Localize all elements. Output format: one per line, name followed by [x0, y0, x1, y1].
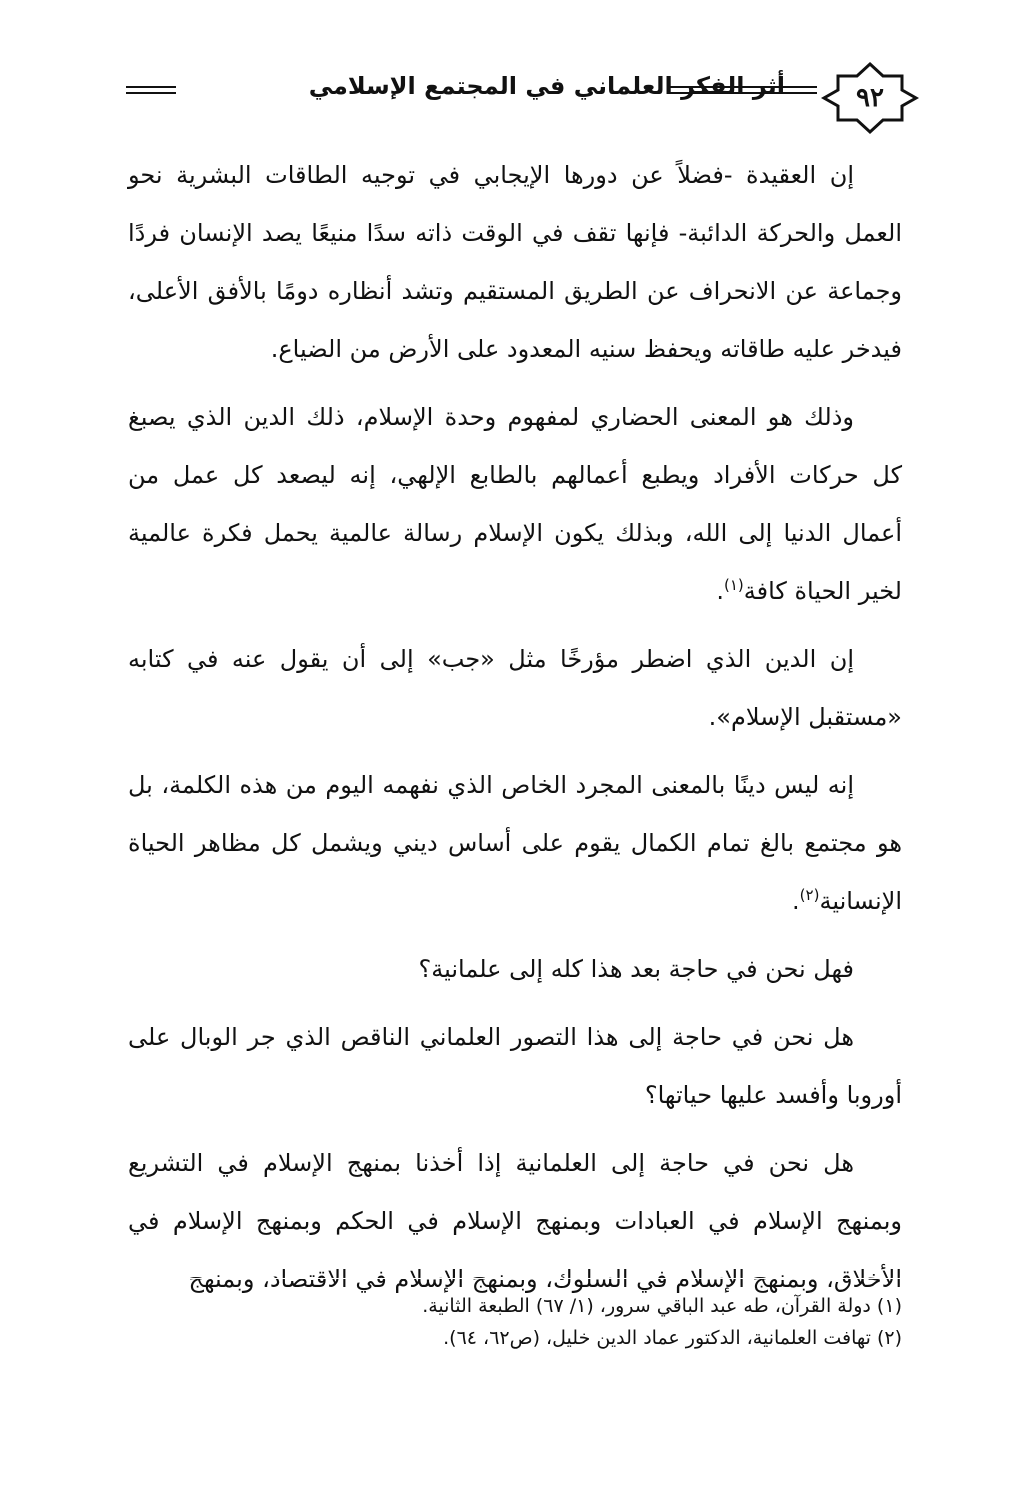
footnote: (٢) تهافت العلمانية، الدكتور عماد الدين خليل، (ص٦٢، ٦٤). — [443, 1327, 902, 1349]
footnotes — [122, 1290, 902, 1354]
paragraph: فهل نحن في حاجة بعد هذا كله إلى علمانية؟ — [418, 955, 854, 983]
paragraph: هل نحن في حاجة إلى هذا التصور العلماني الناقص الذي جر الوبال على أوروبا وأفسد عليها حياتها؟ — [128, 1023, 902, 1109]
footnote-ref[interactable]: (١) — [723, 576, 744, 594]
paragraph: إنه ليس دينًا بالمعنى المجرد الخاص الذي نفهمه اليوم من هذه الكلمة، بل هو مجتمع بالغ تمام الكمال يقوم على أساس ديني ويشمل كل مظاهر الحياة الإنسانية$^{(٢)}$. — [128, 771, 902, 915]
footnote-separator — [122, 1278, 902, 1279]
paragraph: وذلك هو المعنى الحضاري لمفهوم وحدة الإسلام، ذلك الدين الذي يصبغ كل حركات الأفراد ويطبع أعمالهم بالطابع الإلهي، إنه ليصعد كل عمل من أعمال الدنيا إلى الله، وبذلك يكون الإسلام رسالة عالمية يحمل فكرة عالمية لخير الحياة كافة$^{(١)}$. — [128, 403, 902, 605]
paragraph: إن الدين الذي اضطر مؤرخًا مثل «جب» إلى أن يقول عنه في كتابه «مستقبل الإسلام». — [128, 645, 902, 731]
running-title: أثر الفكر العلماني في المجتمع الإسلامي — [308, 72, 785, 100]
paragraph: هل نحن في حاجة إلى العلمانية إذا أخذنا بمنهج الإسلام في التشريع وبمنهج الإسلام في العبادات وبمنهج الإسلام في الحكم وبمنهج الإسلام في الأخلاق، وبمنهج الإسلام في السلوك، وبمنهج الإسلام في الاقتصاد، وبمنهج — [128, 1149, 902, 1293]
paragraph: إن العقيدة -فضلاً عن دورها الإيجابي في توجيه الطاقات البشرية نحو العمل والحركة الدائبة- فإنها تقف في الوقت ذاته سدًا منيعًا يصد الإنسان فردًا وجماعة عن الانحراف عن الطريق المستقيم وتشد أنظاره دومًا بالأفق الأعلى، فيدخر عليه طاقاته ويحفظ سنيه المعدود على الأرض من الضياع. — [128, 161, 902, 363]
page-number: ٩٢ — [856, 83, 884, 113]
page-header — [120, 60, 920, 136]
footnote-ref[interactable]: (٢) — [799, 886, 820, 904]
page-number-badge — [820, 60, 920, 136]
body-text — [128, 146, 902, 1318]
footnote: (١) دولة القرآن، طه عبد الباقي سرور، (١/ ٦٧) الطبعة الثانية. — [422, 1295, 902, 1317]
header-rule-left — [126, 86, 176, 94]
